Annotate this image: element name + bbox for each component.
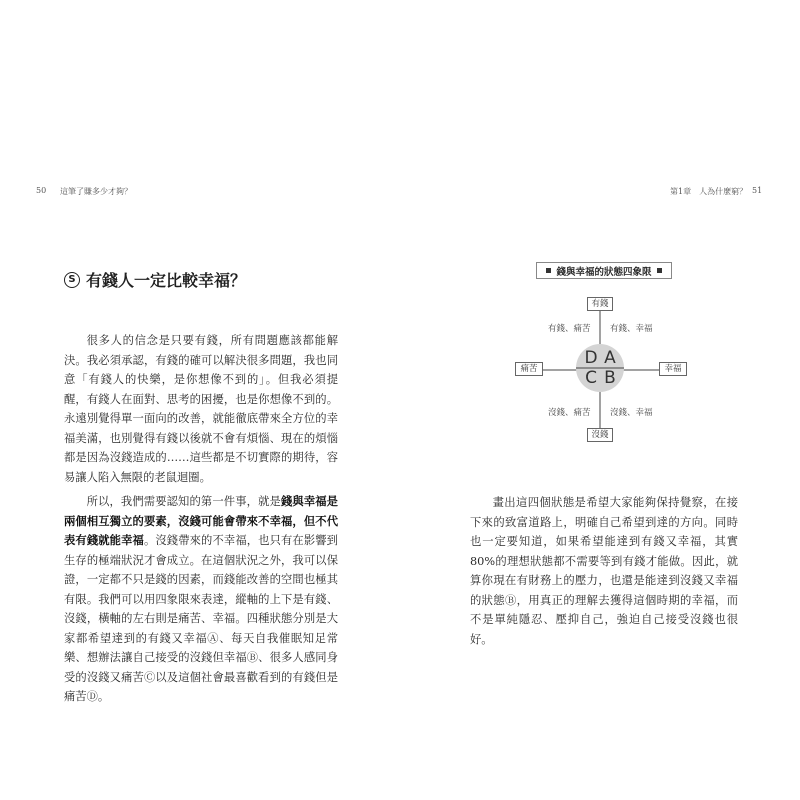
axis-label-bottom: 沒錢	[587, 428, 613, 442]
axis-label-right: 幸福	[659, 362, 687, 376]
chart-title-text: 錢與幸福的狀態四象限	[556, 266, 652, 278]
quadrant-letter-c: C	[585, 368, 597, 388]
emphasis-text: 錢與幸福是兩個相互獨立的要素，沒錢可能會帶來不幸福，但不代表有錢就能幸福	[64, 494, 338, 547]
right-page	[400, 0, 800, 800]
left-page-number: 50	[36, 186, 47, 195]
paragraph: 畫出這四個狀態是希望大家能夠保持覺察，在接下來的致富道路上，明確自己希望到達的方向。同時也一定要知道，如果希望能達到有錢又幸福，其實80%的理想狀態都不需要等到有錢才能做。因此，就算你現在有財務上的壓力，也還是能達到沒錢又幸福的狀態Ⓑ，用真正的理解去獲得這個時期的幸福，而不是單純隱忍、壓抑自己，強迫自己接受沒錢也很好。	[470, 496, 738, 646]
quadrant-letter-a: A	[604, 348, 616, 368]
quadrant-chart	[400, 0, 800, 460]
right-body-text	[470, 493, 738, 649]
quadrant-label-b: 沒錢、幸福	[610, 408, 653, 418]
quadrant-label-c: 沒錢、痛苦	[548, 408, 591, 418]
left-body-text	[64, 331, 338, 707]
left-running-title: 這筆了賺多少才夠？	[60, 187, 132, 196]
right-running-title: 第1章 人為什麼窮？	[670, 187, 748, 196]
paragraph: 所以，我們需要認知的第一件事，就是錢與幸福是兩個相互獨立的要素，沒錢可能會帶來不幸福，但不代表有錢就能幸福。沒錢帶來的不幸福，也只有在影響到生存的極端狀況才會成立。在這個狀況之外，我可以保證，一定都不只是錢的因素，而錢能改善的空間也極其有限。我們可以用四象限來表達，縱軸的上下是有錢、沒錢，橫軸的左右則是痛苦、幸福。四種狀態分別是大家都希望達到的有錢又幸福Ⓐ、每天自我催眠知足常樂、想辦法讓自己接受的沒錢但幸福Ⓑ、很多人感同身受的沒錢又痛苦Ⓒ以及這個社會最喜歡看到的有錢但是痛苦Ⓓ。	[64, 494, 338, 703]
section-heading	[64, 268, 246, 291]
right-page-number: 51	[752, 186, 763, 195]
quadrant-label-a: 有錢、幸福	[610, 324, 653, 334]
quadrant-label-d: 有錢、痛苦	[548, 324, 591, 334]
axis-label-left: 痛苦	[515, 362, 543, 376]
section-heading-text: 有錢人一定比較幸福？	[86, 271, 247, 290]
dollar-circle-icon: S	[64, 272, 80, 288]
paragraph: 很多人的信念是只要有錢，所有問題應該都能解決。我必須承認，有錢的確可以解決很多問題，我也同意「有錢人的快樂，是你想像不到的」。但我必須提醒，有錢人在面對、思考的困擾，也是你想像不到的。永遠別覺得單一面向的改善，就能徹底帶來全方位的幸福美滿，也別覺得有錢以後就不會有煩惱、現在的煩惱都是因為沒錢造成的……這些都是不切實際的期待，容易讓人陷入無限的老鼠迴圈。	[64, 334, 338, 484]
axis-label-top: 有錢	[587, 297, 613, 311]
quadrant-letter-b: B	[604, 368, 616, 388]
quadrant-letter-d: D	[584, 348, 598, 368]
